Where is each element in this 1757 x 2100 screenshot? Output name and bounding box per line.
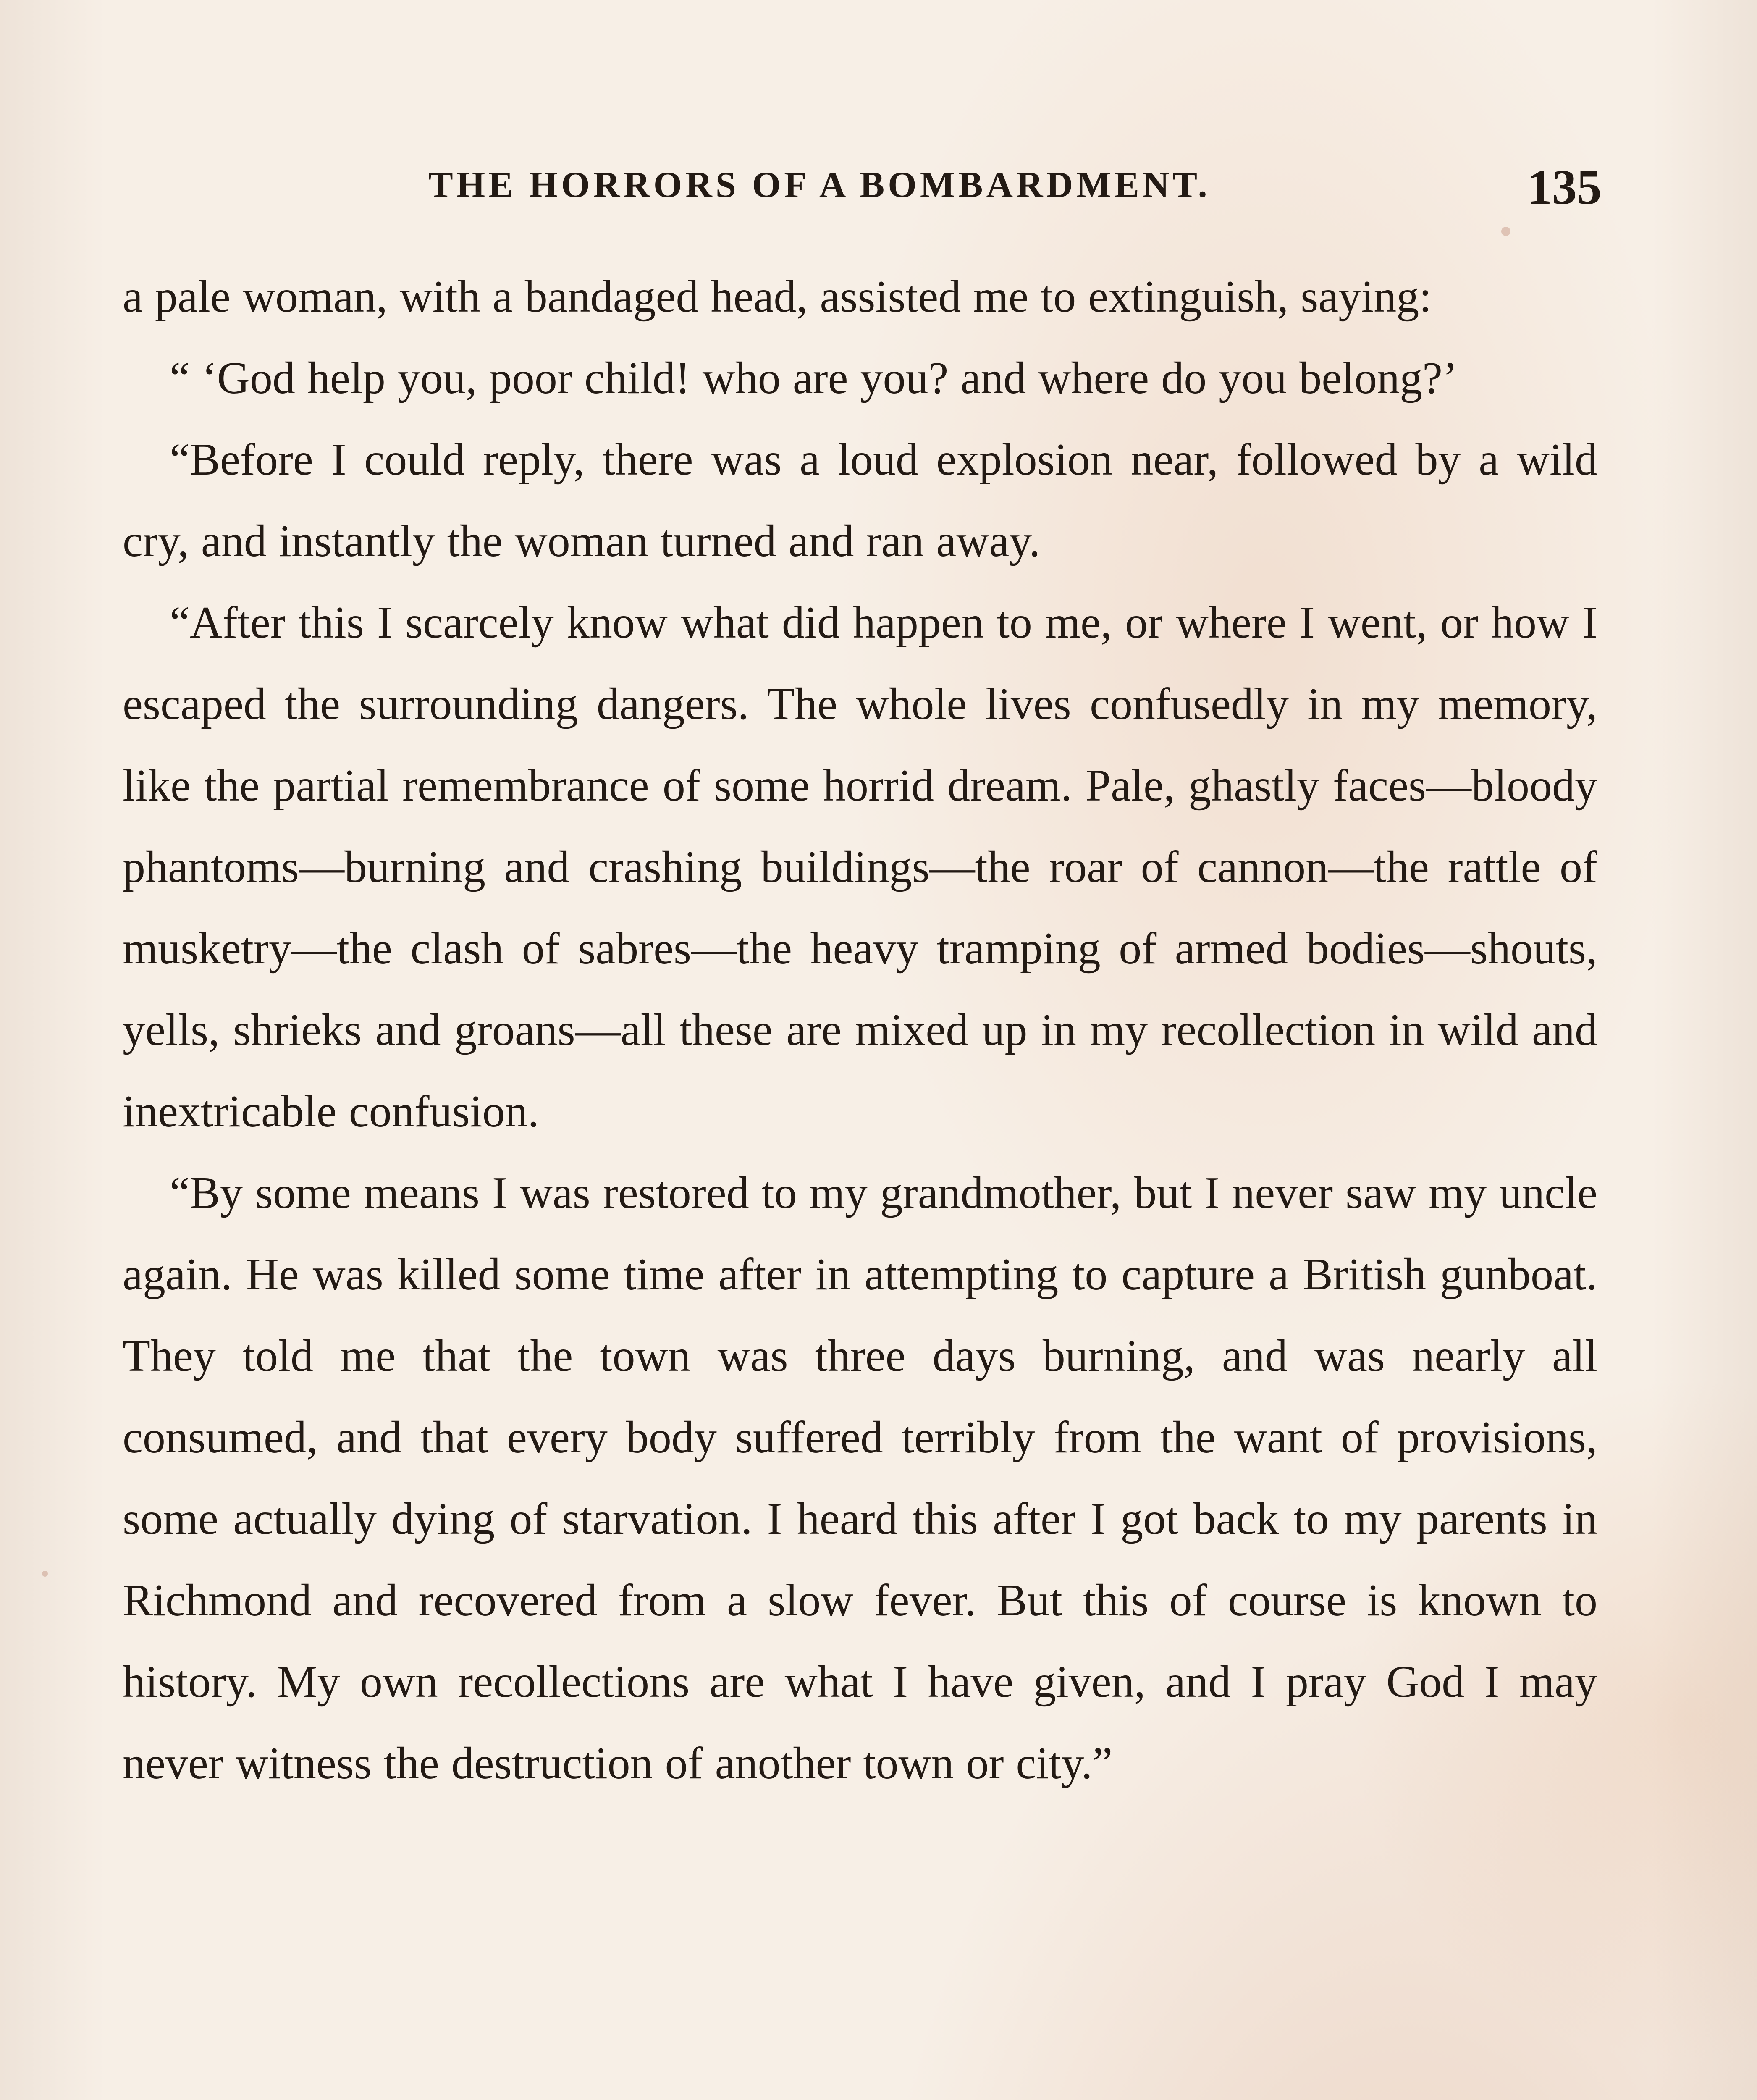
- body-text: [123, 256, 1597, 1804]
- running-title: THE HORRORS OF A BOMBARDMENT.: [428, 165, 1211, 205]
- ink-speck: [1501, 227, 1510, 236]
- paragraph-explosion: “Before I could reply, there was a loud explosion near, followed by a wild cry, and instantly the woman turned and ran away.: [123, 435, 1597, 566]
- paragraph-quote-god-help: “ ‘God help you, poor child! who are you? and where do you belong?’: [170, 353, 1458, 403]
- page-number: 135: [1527, 160, 1602, 215]
- paragraph-confusion: “After this I scarcely know what did happen to me, or where I went, or how I escaped the surrounding dangers. The whole lives confusedly in my memory, like the partial remembrance of some horrid dream. Pale, ghastly faces—bloody phantoms—burning and crashing buildings—the roar of cannon—the rattle of musketry—the clash of sabres—the heavy tramping of armed bodies—shouts, yells, shrieks and groans—all these are mixed up in my recollection in wild and inextricable confusion.: [123, 598, 1597, 1137]
- ink-speck: [42, 1571, 48, 1577]
- running-head: [122, 160, 1602, 215]
- paragraph-continuation: a pale woman, with a bandaged head, assisted me to extinguish, saying:: [123, 272, 1432, 322]
- paragraph-grandmother: “By some means I was restored to my grandmother, but I never saw my uncle again. He was killed some time after in attempting to capture a British gunboat. They told me that the town was three days burning, and was nearly all consumed, and that every body suffered terribly from the want of provisions, some actually dying of starvation. I heard this after I got back to my parents in Richmond and recovered from a slow fever. But this of course is known to history. My own recollections are what I have given, and I pray God I may never witness the destruction of another town or city.”: [123, 1168, 1597, 1788]
